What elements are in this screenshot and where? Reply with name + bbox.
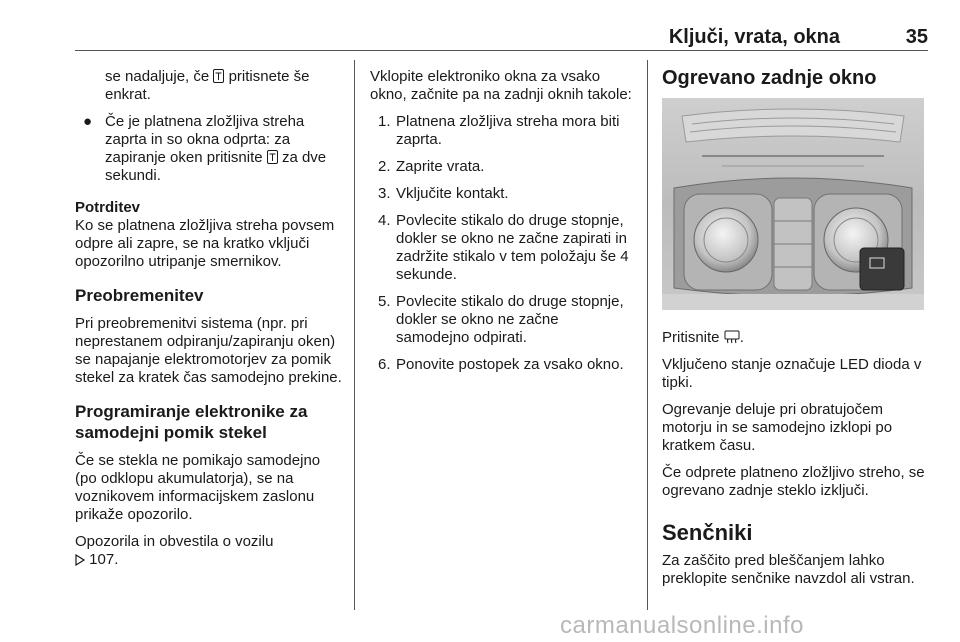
- reference-page-link[interactable]: 107.: [89, 551, 119, 568]
- list-item: [370, 212, 635, 284]
- heading-sunvisors: Senčniki: [662, 520, 753, 545]
- bullet-text: Če je platnena zložljiva streha zaprta in so okna odprta: za zapiranje oken pritisnite: [105, 113, 305, 166]
- rear-window-heating-icon: [724, 330, 740, 344]
- notice-label: Potrditev: [75, 199, 141, 216]
- step-number: 2.: [378, 158, 391, 175]
- heading-rear-window: Ogrevano zadnje okno: [662, 67, 877, 89]
- continuation-paragraph: [75, 68, 343, 104]
- column-divider-left: [354, 60, 355, 610]
- step-text: Povlecite stikalo do druge stopnje, dokler se okno ne začne zapirati in zadržite stikalo v tem položaju še 4 sekunde.: [396, 212, 629, 283]
- press-suffix: .: [739, 329, 744, 346]
- press-paragraph: [662, 329, 927, 347]
- list-item: [75, 113, 343, 185]
- window-lock-icon: [213, 69, 224, 83]
- list-item: [370, 113, 635, 149]
- header-rule: [75, 50, 928, 51]
- step-text: Vključite kontakt.: [396, 185, 509, 202]
- step-number: 4.: [378, 212, 391, 229]
- bullet-text-end: za dve sekundi.: [105, 149, 327, 184]
- list-item: [370, 293, 635, 347]
- left-column: [75, 68, 343, 578]
- step-text: Ponovite postopek za vsako okno.: [396, 356, 624, 373]
- watermark: carmanualsonline.info: [560, 612, 804, 639]
- heading-programming: Programiranje elektronike za samodejni pomik stekel: [75, 402, 308, 442]
- intro-text: Vklopite elektroniko okna za vsako okno, začnite pa na zadnji oknih takole:: [370, 68, 632, 103]
- list-item: [370, 185, 635, 203]
- step-number: 3.: [378, 185, 391, 202]
- page-number: 35: [905, 26, 928, 48]
- middle-column: [370, 68, 635, 383]
- step-number: 1.: [378, 113, 391, 130]
- heading-overload: Preobremenitev: [75, 286, 204, 305]
- continuation-text-end: pritisnete še enkrat.: [105, 68, 310, 103]
- reference-text: Opozorila in obvestila o vozilu: [75, 533, 274, 550]
- roof-text: Če odprete platneno zložljivo streho, se ogrevano zadnje steklo izključi.: [662, 464, 925, 499]
- list-item: [370, 356, 635, 374]
- sunvisor-text: Za zaščito pred bleščanjem lahko preklopite senčnike navzdol ali vstran.: [662, 552, 915, 587]
- programming-text: Če se stekla ne pomikajo samodejno (po odklopu akumulatorja), se na voznikovem informacijskem zaslonu prikaže opozorilo.: [75, 452, 321, 523]
- step-text: Platnena zložljiva streha mora biti zaprta.: [396, 113, 620, 148]
- column-divider-right: [647, 60, 648, 610]
- right-column: [662, 66, 927, 597]
- page-reference-arrow-icon[interactable]: [75, 554, 85, 566]
- window-lock-icon: [267, 150, 278, 164]
- list-item: [370, 158, 635, 176]
- engine-text: Ogrevanje deluje pri obratujočem motorju in se samodejno izklopi po kratkem času.: [662, 401, 893, 454]
- header-title: Ključi, vrata, okna: [668, 26, 840, 48]
- step-number: 5.: [378, 293, 391, 310]
- step-text: Zaprite vrata.: [396, 158, 485, 175]
- climate-control-panel-photo: [662, 98, 924, 310]
- continuation-text: se nadaljuje, če: [105, 68, 210, 85]
- led-text: Vključeno stanje označuje LED dioda v tipki.: [662, 356, 922, 391]
- step-text: Povlecite stikalo do druge stopnje, dokler se okno ne začne samodejno odpirati.: [396, 293, 624, 346]
- overload-text: Pri preobremenitvi sistema (npr. pri neprestanem odpiranju/zapiranju oken) se napajanje elektromotorjev za pomik stekel za kratek čas samodejno prekine.: [75, 315, 342, 386]
- reference-paragraph: [75, 533, 343, 569]
- step-number: 6.: [378, 356, 391, 373]
- press-text: Pritisnite: [662, 329, 720, 346]
- notice-text: Ko se platnena zložljiva streha povsem odpre ali zapre, se na kratko vključi opozorilno utripanje smernikov.: [75, 217, 335, 270]
- bullet-marker: ●: [83, 113, 93, 130]
